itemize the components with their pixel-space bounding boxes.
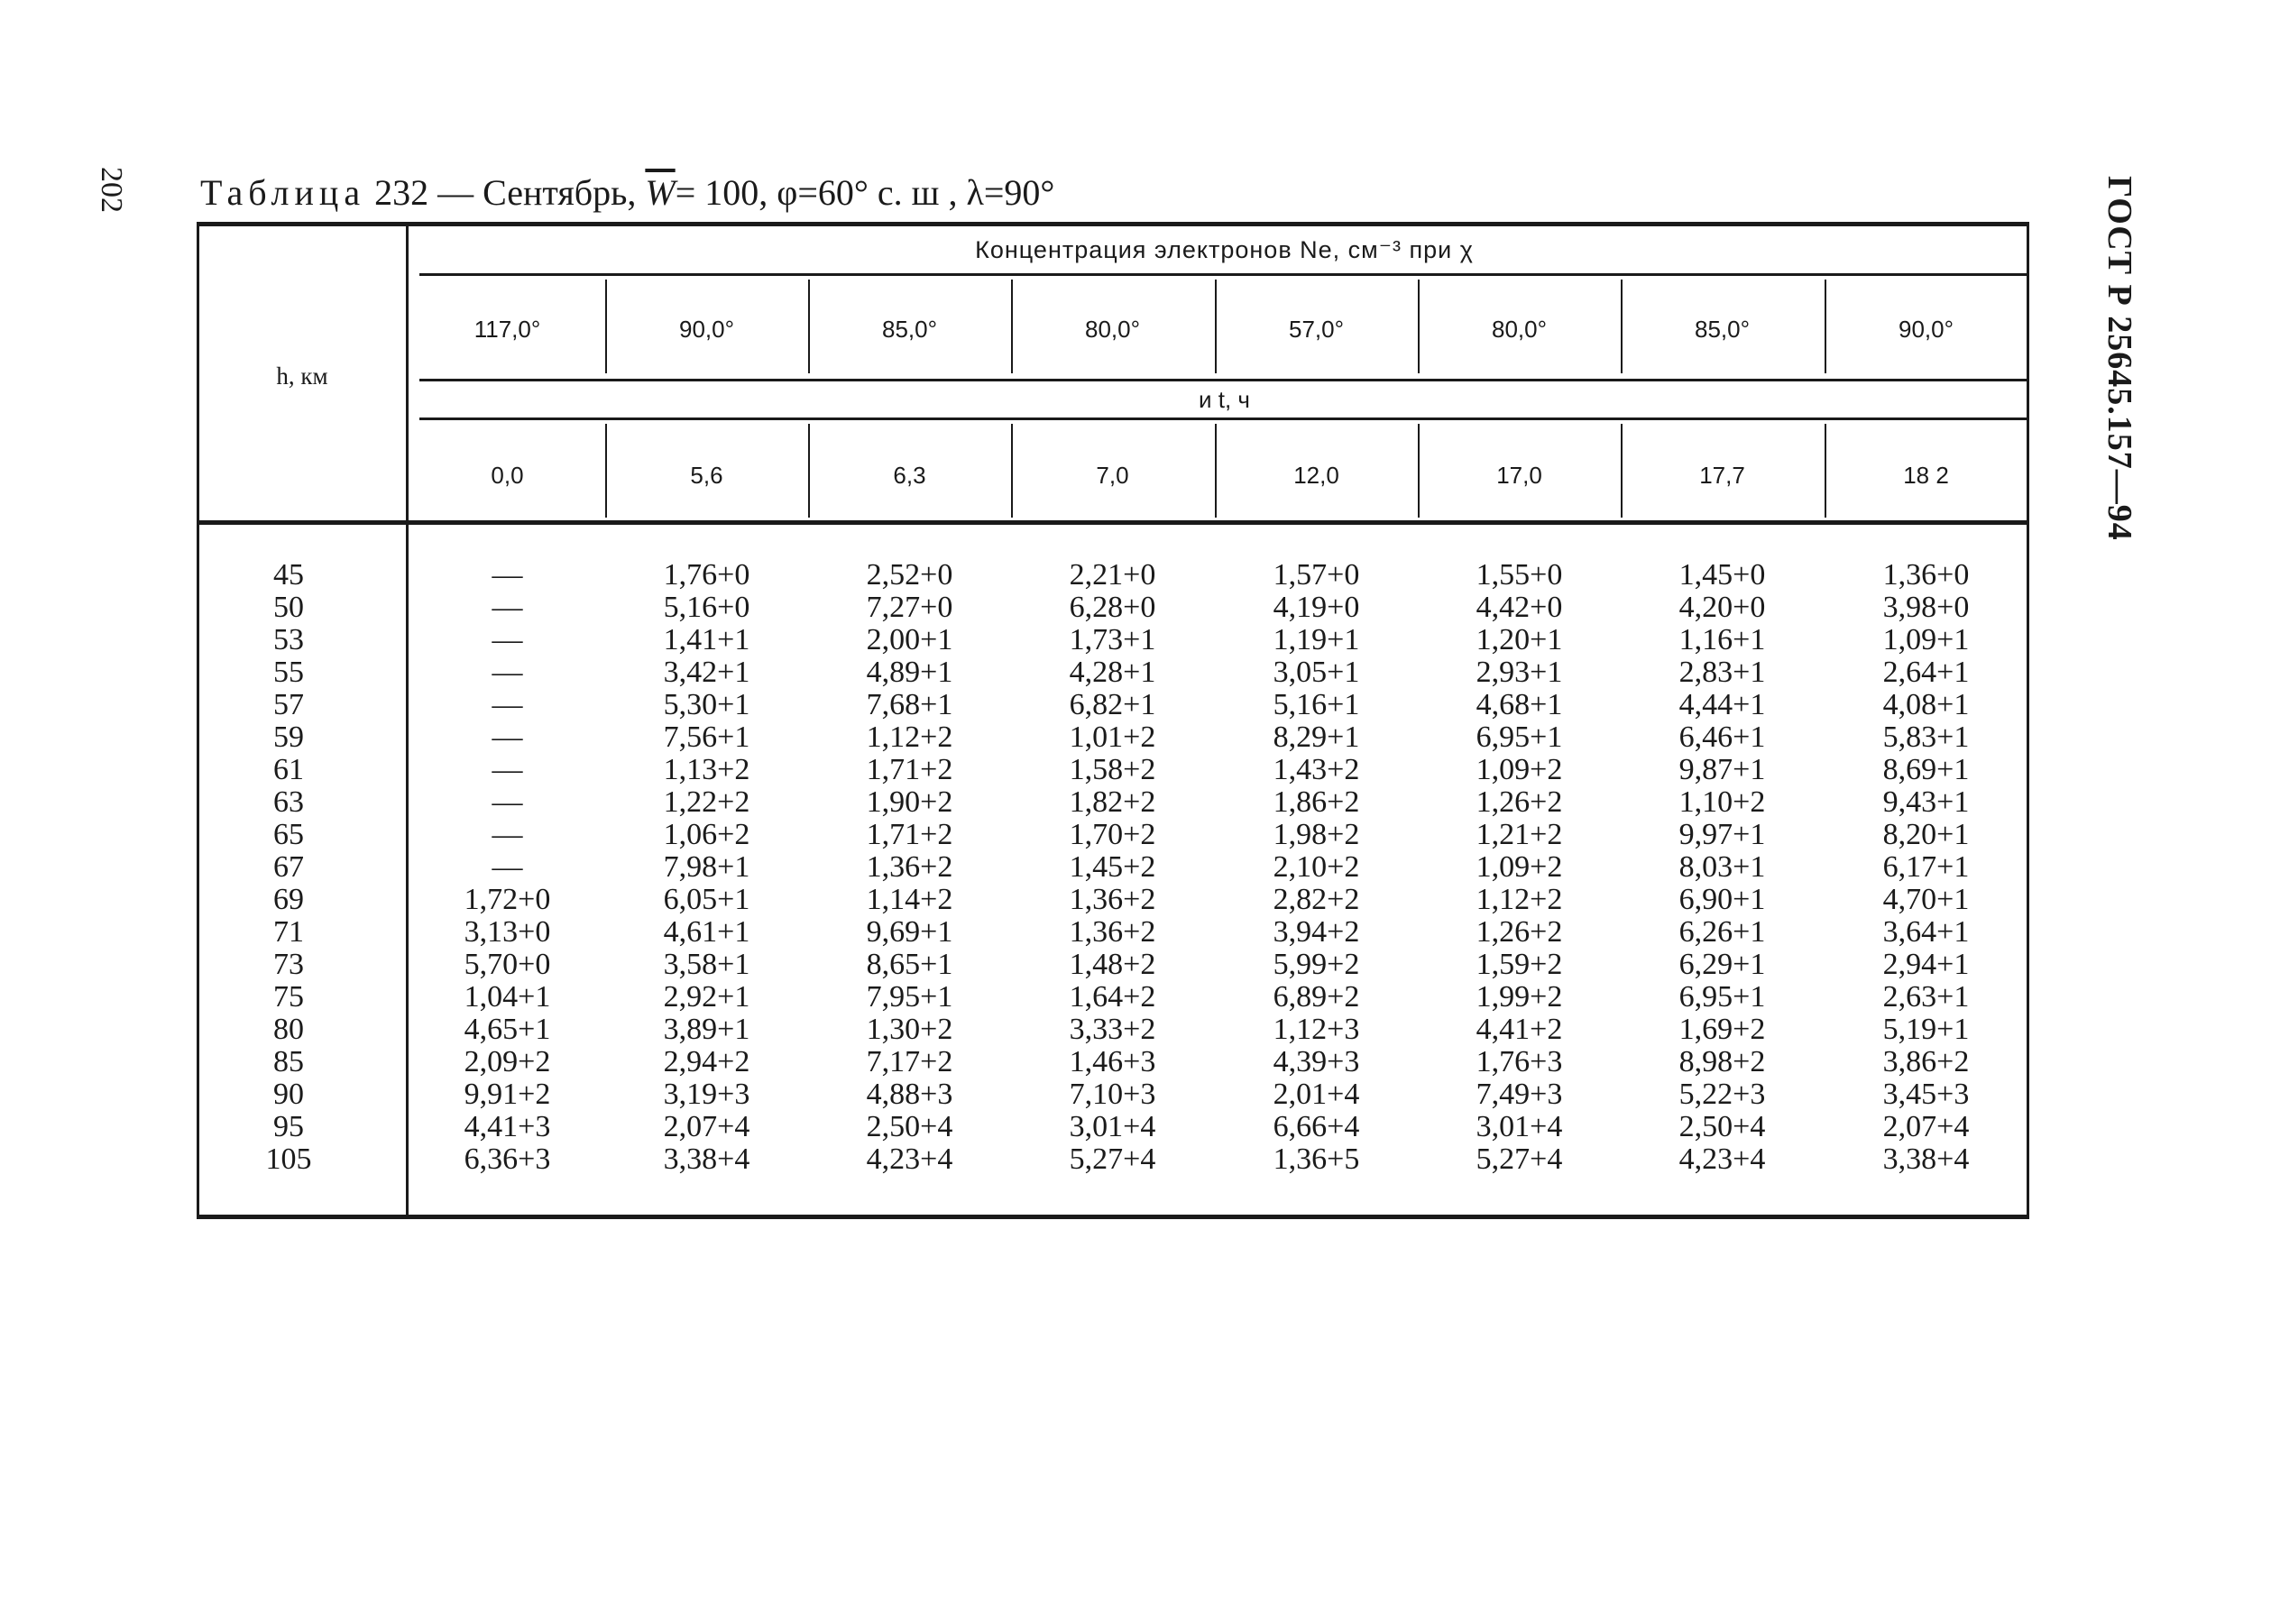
table-cell: 6,82+1	[1069, 688, 1156, 721]
table-cell: 1,09+2	[1476, 753, 1563, 786]
h-value: 90	[273, 1078, 304, 1111]
table-cell: 1,86+2	[1273, 785, 1360, 819]
header-bottom-rule	[197, 520, 2029, 525]
table-cell: 1,12+3	[1273, 1013, 1360, 1046]
h-value: 53	[273, 623, 304, 656]
table-cell: 5,70+0	[464, 948, 551, 981]
table-cell: 1,57+0	[1273, 558, 1360, 592]
table-cell: 2,00+1	[866, 623, 953, 656]
table-cell: 1,04+1	[464, 980, 551, 1014]
table-cell: 7,27+0	[866, 591, 953, 624]
h-value: 63	[273, 785, 304, 819]
h-value: 73	[273, 948, 304, 981]
table-cell: 4,89+1	[866, 656, 953, 689]
table-cell: 2,50+4	[866, 1110, 953, 1143]
table-cell: 1,45+0	[1678, 558, 1766, 592]
table-top-rule	[197, 222, 2029, 226]
table-cell: 7,98+1	[663, 850, 750, 884]
table-cell: 1,90+2	[866, 785, 953, 819]
table-cell: 4,41+2	[1476, 1013, 1563, 1046]
table-cell: 4,42+0	[1476, 591, 1563, 624]
table-caption	[200, 171, 1054, 214]
table-cell: 1,36+2	[1069, 883, 1156, 916]
time-header: и t, ч	[1199, 386, 1250, 413]
table-cell: 1,46+3	[1069, 1045, 1156, 1078]
table-cell: 3,64+1	[1882, 915, 1970, 949]
table-cell: 2,01+4	[1273, 1078, 1360, 1111]
chi-row-rule	[419, 379, 2029, 381]
table-cell: 7,68+1	[866, 688, 953, 721]
table-cell: 9,91+2	[464, 1078, 551, 1111]
table-cell: 1,09+2	[1476, 850, 1563, 884]
table-cell: 1,12+2	[866, 720, 953, 754]
table-cell: 4,28+1	[1069, 656, 1156, 689]
table-cell: 7,56+1	[663, 720, 750, 754]
table-cell: 6,46+1	[1678, 720, 1766, 754]
table-cell: 5,22+3	[1678, 1078, 1766, 1111]
caption-month: — Сентябрь,	[437, 172, 637, 213]
table-cell: —	[492, 591, 523, 624]
table-cell: 1,36+2	[1069, 915, 1156, 949]
table-cell: 8,69+1	[1882, 753, 1970, 786]
table-cell: 4,23+4	[866, 1142, 953, 1176]
t-value: 0,0	[491, 462, 524, 489]
table-cell: 3,01+4	[1069, 1110, 1156, 1143]
table-cell: 1,70+2	[1069, 818, 1156, 851]
table-cell: 1,71+2	[866, 818, 953, 851]
table-cell: 1,76+3	[1476, 1045, 1563, 1078]
table-cell: 2,64+1	[1882, 656, 1970, 689]
table-cell: 2,94+2	[663, 1045, 750, 1078]
table-cell: 1,69+2	[1678, 1013, 1766, 1046]
table-right-border	[2027, 225, 2029, 1217]
chi-value: 90,0°	[678, 316, 734, 343]
table-cell: 3,89+1	[663, 1013, 750, 1046]
table-cell: 4,44+1	[1678, 688, 1766, 721]
table-cell: 8,65+1	[866, 948, 953, 981]
table-cell: 6,90+1	[1678, 883, 1766, 916]
chi-value: 117,0°	[474, 316, 541, 343]
table-cell: 2,63+1	[1882, 980, 1970, 1014]
chi-value: 85,0°	[881, 316, 937, 343]
table-cell: 3,33+2	[1069, 1013, 1156, 1046]
table-cell: 6,28+0	[1069, 591, 1156, 624]
table-cell: 1,64+2	[1069, 980, 1156, 1014]
table-cell: 1,58+2	[1069, 753, 1156, 786]
table-cell: 1,20+1	[1476, 623, 1563, 656]
table-cell: 6,36+3	[464, 1142, 551, 1176]
table-cell: 1,36+5	[1273, 1142, 1360, 1176]
table-cell: 5,27+4	[1476, 1142, 1563, 1176]
table-cell: 5,16+1	[1273, 688, 1360, 721]
table-cell: 1,13+2	[663, 753, 750, 786]
table-cell: 3,86+2	[1882, 1045, 1970, 1078]
table-cell: 1,55+0	[1476, 558, 1563, 592]
table-cell: 5,19+1	[1882, 1013, 1970, 1046]
table-cell: 1,82+2	[1069, 785, 1156, 819]
table-cell: 2,52+0	[866, 558, 953, 592]
table-cell: 3,58+1	[663, 948, 750, 981]
h-value: 69	[273, 883, 304, 916]
table-cell: 2,94+1	[1882, 948, 1970, 981]
table-cell: 5,16+0	[663, 591, 750, 624]
table-cell: 1,71+2	[866, 753, 953, 786]
table-cell: —	[492, 753, 523, 786]
table-cell: 1,16+1	[1678, 623, 1766, 656]
table-cell: 6,95+1	[1678, 980, 1766, 1014]
table-cell: 9,87+1	[1678, 753, 1766, 786]
h-value: 95	[273, 1110, 304, 1143]
table-cell: 7,10+3	[1069, 1078, 1156, 1111]
table-cell: 3,42+1	[663, 656, 750, 689]
table-cell: 1,22+2	[663, 785, 750, 819]
h-value: 61	[273, 753, 304, 786]
table-cell: 5,27+4	[1069, 1142, 1156, 1176]
table-cell: 1,41+1	[663, 623, 750, 656]
table-cell: 6,26+1	[1678, 915, 1766, 949]
chi-value: 57,0°	[1288, 316, 1344, 343]
table-cell: 6,89+2	[1273, 980, 1360, 1014]
table-cell: 5,99+2	[1273, 948, 1360, 981]
table-cell: 3,38+4	[663, 1142, 750, 1176]
table-cell: 6,05+1	[663, 883, 750, 916]
h-column-header: h, км	[276, 362, 328, 390]
t-value: 12,0	[1293, 462, 1339, 489]
table-cell: 1,26+2	[1476, 915, 1563, 949]
table-cell: 5,30+1	[663, 688, 750, 721]
table-cell: 4,19+0	[1273, 591, 1360, 624]
table-cell: 1,36+0	[1882, 558, 1970, 592]
h-value: 55	[273, 656, 304, 689]
table-cell: 4,41+3	[464, 1110, 551, 1143]
table-cell: 4,20+0	[1678, 591, 1766, 624]
h-value: 71	[273, 915, 304, 949]
table-cell: 2,82+2	[1273, 883, 1360, 916]
caption-params: = 100, φ=60° с. ш , λ=90°	[675, 172, 1055, 213]
table-cell: 1,98+2	[1273, 818, 1360, 851]
table-cell: 2,10+2	[1273, 850, 1360, 884]
table-cell: —	[492, 850, 523, 884]
table-cell: 1,06+2	[663, 818, 750, 851]
table-cell: 1,43+2	[1273, 753, 1360, 786]
table-cell: —	[492, 558, 523, 592]
table-cell: 2,50+4	[1678, 1110, 1766, 1143]
table-cell: 7,49+3	[1476, 1078, 1563, 1111]
table-cell: 9,69+1	[866, 915, 953, 949]
table-cell: 1,14+2	[866, 883, 953, 916]
table-cell: 8,98+2	[1678, 1045, 1766, 1078]
t-value: 17,7	[1699, 462, 1745, 489]
group-header-rule	[419, 273, 2029, 276]
chi-value: 80,0°	[1084, 316, 1140, 343]
group-header: Концентрация электронов Ne, см⁻³ при χ	[975, 236, 1474, 263]
h-value: 57	[273, 688, 304, 721]
table-cell: 1,09+1	[1882, 623, 1970, 656]
t-value: 7,0	[1096, 462, 1129, 489]
h-value: 85	[273, 1045, 304, 1078]
time-header-rule	[419, 417, 2029, 420]
table-cell: 1,73+1	[1069, 623, 1156, 656]
h-value: 105	[265, 1142, 312, 1176]
table-cell: —	[492, 623, 523, 656]
table-cell: 1,12+2	[1476, 883, 1563, 916]
table-cell: 1,99+2	[1476, 980, 1563, 1014]
table-cell: 2,07+4	[1882, 1110, 1970, 1143]
table-cell: 8,03+1	[1678, 850, 1766, 884]
caption-number: 232	[374, 172, 429, 213]
h-value: 67	[273, 850, 304, 884]
h-value: 50	[273, 591, 304, 624]
table-cell: 6,66+4	[1273, 1110, 1360, 1143]
t-value: 18 2	[1903, 462, 1949, 489]
table-cell: 1,36+2	[866, 850, 953, 884]
table-cell: 4,23+4	[1678, 1142, 1766, 1176]
table-cell: 4,61+1	[663, 915, 750, 949]
table-cell: 1,19+1	[1273, 623, 1360, 656]
table-cell: 1,26+2	[1476, 785, 1563, 819]
table-cell: 1,45+2	[1069, 850, 1156, 884]
table-cell: —	[492, 720, 523, 754]
table-cell: 3,98+0	[1882, 591, 1970, 624]
h-value: 80	[273, 1013, 304, 1046]
table-cell: —	[492, 785, 523, 819]
table-cell: 2,83+1	[1678, 656, 1766, 689]
table-cell: 2,09+2	[464, 1045, 551, 1078]
table-bottom-rule	[197, 1215, 2029, 1219]
page-number: 202	[95, 167, 128, 213]
table-cell: 8,20+1	[1882, 818, 1970, 851]
table-cell: 6,17+1	[1882, 850, 1970, 884]
t-value: 17,0	[1496, 462, 1542, 489]
table-cell: 3,01+4	[1476, 1110, 1563, 1143]
h-value: 45	[273, 558, 304, 592]
table-cell: —	[492, 818, 523, 851]
table-cell: 4,70+1	[1882, 883, 1970, 916]
table-cell: 4,65+1	[464, 1013, 551, 1046]
caption-w-symbol: $\overline{W}$	[645, 172, 676, 213]
table-cell: 3,19+3	[663, 1078, 750, 1111]
table-cell: 2,93+1	[1476, 656, 1563, 689]
table-cell: 2,07+4	[663, 1110, 750, 1143]
table-cell: 4,39+3	[1273, 1045, 1360, 1078]
standard-designation: ГОСТ Р 25645.157—94	[2101, 176, 2138, 541]
table-cell: 3,13+0	[464, 915, 551, 949]
table-cell: 3,05+1	[1273, 656, 1360, 689]
table-cell: 5,83+1	[1882, 720, 1970, 754]
table-cell: 1,48+2	[1069, 948, 1156, 981]
table-cell: 3,45+3	[1882, 1078, 1970, 1111]
table-cell: 7,17+2	[866, 1045, 953, 1078]
table-cell: 1,21+2	[1476, 818, 1563, 851]
table-cell: 8,29+1	[1273, 720, 1360, 754]
t-value: 5,6	[690, 462, 723, 489]
table-cell: 3,38+4	[1882, 1142, 1970, 1176]
table-cell: —	[492, 656, 523, 689]
table-cell: 4,08+1	[1882, 688, 1970, 721]
table-cell: 6,95+1	[1476, 720, 1563, 754]
chi-value: 85,0°	[1694, 316, 1750, 343]
table-cell: 9,97+1	[1678, 818, 1766, 851]
table-cell: 1,10+2	[1678, 785, 1766, 819]
table-cell: 4,68+1	[1476, 688, 1563, 721]
chi-value: 80,0°	[1491, 316, 1547, 343]
h-value: 75	[273, 980, 304, 1014]
table-cell: 3,94+2	[1273, 915, 1360, 949]
h-value: 59	[273, 720, 304, 754]
table-left-border	[197, 225, 199, 1217]
table-cell: 6,29+1	[1678, 948, 1766, 981]
table-cell: 1,76+0	[663, 558, 750, 592]
table-cell: 4,88+3	[866, 1078, 953, 1111]
t-value: 6,3	[893, 462, 926, 489]
table-cell: 2,92+1	[663, 980, 750, 1014]
table-cell: 7,95+1	[866, 980, 953, 1014]
h-value: 65	[273, 818, 304, 851]
caption-label: Таблица	[200, 172, 366, 213]
table-cell: 1,01+2	[1069, 720, 1156, 754]
table-cell: —	[492, 688, 523, 721]
table-cell: 1,59+2	[1476, 948, 1563, 981]
table-cell: 9,43+1	[1882, 785, 1970, 819]
table-cell: 1,30+2	[866, 1013, 953, 1046]
table-cell: 2,21+0	[1069, 558, 1156, 592]
table-cell: 1,72+0	[464, 883, 551, 916]
chi-value: 90,0°	[1898, 316, 1954, 343]
